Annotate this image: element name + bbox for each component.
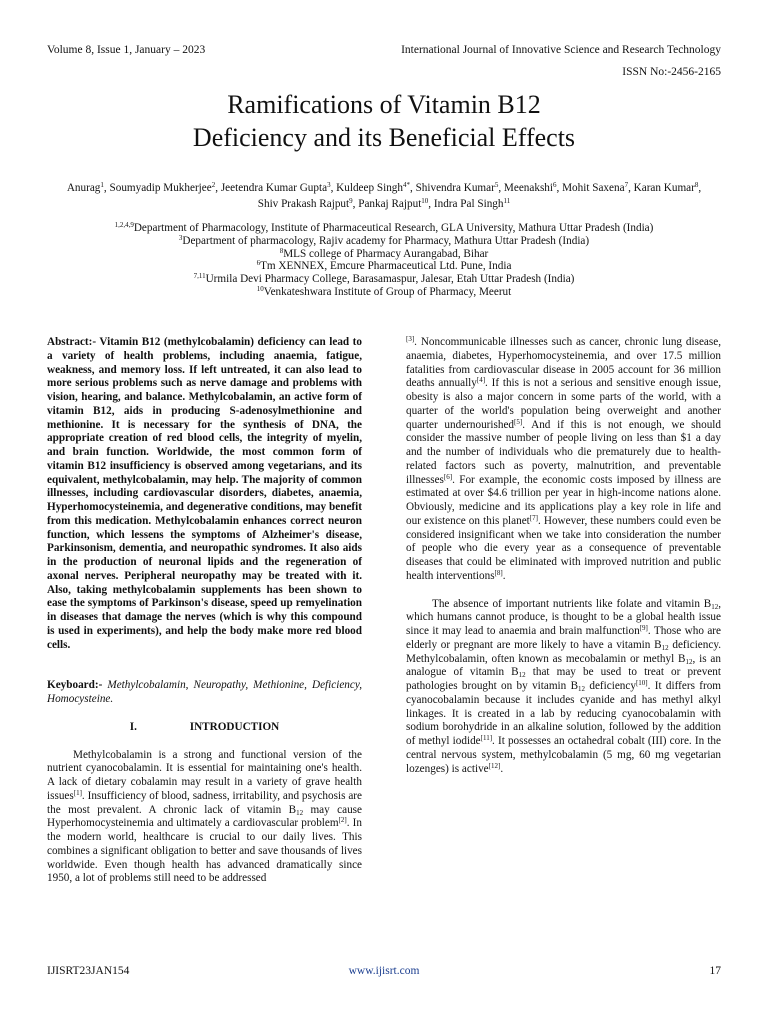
title-line-1: Ramifications of Vitamin B12 <box>227 90 541 119</box>
paper-id: IJISRT23JAN154 <box>47 965 130 977</box>
affiliation: $^{7,11}$Urmila Devi Pharmacy College, Barasamaspur, Jalesar, Etah Uttar Pradesh (India) <box>193 272 575 286</box>
author: Indra Pal Singh$^{11}$ <box>433 196 511 210</box>
page-number: 17 <box>709 965 721 977</box>
affiliation: $^3$Department of pharmacology, Rajiv academy for Pharmacy, Mathura Uttar Pradesh (India) <box>178 233 590 247</box>
abstract: Abstract:- Vitamin B12 (methylcobalamin) deficiency can lead to a variety of health problems, including anaemia, fatigue, weakness, and memory loss. If left untreated, it can also lead to more serious problems such as nerve damage and problems with vision, hearing, and balance. Methylcobalamin, an active form of vitamin B12, aids in producing S-adenosylmethionine and methionine. It is necessary for the synthesis of DNA, the appropriate creation of red blood cells, the integrity of myelin, and brain function. Worldwide, the most common form of vitamin B12 insufficiency is observed among vegetarians, and its equivalent, methylcobalamin, may help. The majority of common illnesses, including cardiovascular disorders, diabetes, anaemia, Hyperhomocysteinemia, and degenerative conditions, may benefit from this medication. Methylcobalamin enhances correct neuron function, which lessens the symptoms of Alzheimer's disease, Parkinsonism, dementia, and neuropathic syndromes. It also aids in the production of neuronal lipids and the regeneration of axonal nerves. Peripheral neuropathy may be treated with it. Also, taking methylcobalamin supplements has been shown to ease the symptoms of Parkinson's disease, speed up remyelination in diseases that damage the nerves (which is why this compound is used in experiments), and help the body make more red blood cells. <box>47 336 362 651</box>
affiliation: $^8$MLS college of Pharmacy Aurangabad, Bihar <box>279 246 489 260</box>
website-link[interactable]: www.ijisrt.com <box>348 965 420 977</box>
author: Soumyadip Mukherjee$^2$ <box>109 181 216 194</box>
author: Shiv Prakash Rajput$^9$ <box>257 196 353 210</box>
author: Meenakshi$^6$ <box>503 181 557 194</box>
title-line-2: Deficiency and its Beneficial Effects <box>192 123 576 152</box>
paper-title <box>0 88 768 154</box>
affiliation: $^6$Tm XENNEX, Emcure Pharmaceutical Ltd. Pune, India <box>256 259 512 273</box>
author: Shivendra Kumar$^5$ <box>415 181 499 194</box>
affiliation: $^{10}$Venkateshwara Institute of Group of Pharmacy, Meerut <box>256 284 512 298</box>
volume-info: Volume 8, Issue 1, January – 2023 <box>47 44 206 56</box>
affiliation-list <box>40 222 728 299</box>
author-list: Anurag$^1$, Soumyadip Mukherjee$^2$, Jeetendra Kumar Gupta$^3$, Kuldeep Singh$^{4*}$, Shivendra Kumar$^5$, Meenakshi$^6$, Mohit Saxena$^7$, Karan Kumar$^8$, Shiv Prakash Rajput$^9$, Pankaj Rajput$^{10}$, Indra Pal Singh$^{11}$ <box>66 181 702 210</box>
author: Anurag$^1$ <box>66 181 104 194</box>
affiliation: $^{1,2,4,9}$Department of Pharmacology, Institute of Pharmaceutical Research, GLA University, Mathura Uttar Pradesh (India) <box>114 221 654 234</box>
right-column <box>406 336 721 776</box>
author: Pankaj Rajput$^{10}$ <box>358 196 429 210</box>
keywords: Keyboard:- Methylcobalamin, Neuropathy, Methionine, Deficiency, Homocysteine. <box>47 679 362 705</box>
left-column <box>47 336 362 886</box>
intro-paragraph-2: The absence of important nutrients like folate and vitamin $B_{12}$, which humans cannot produce, is thought to be a global health issue since it may lead to anaemia and brain malfunction[9]. Those who are elderly or pregnant are more likely to have a vitamin $B_{12}$ deficiency. Methylcobalamin, often known as mecobalamin or methyl $B_{12}$, is an analogue of vitamin $B_{12}$ that may be used to treat or prevent pathologies brought on by vitamin $B_{12}$ deficiency[10]. It differs from cyanocobalamin because it includes cyanide and has methyl alkyl linkages. It is created in a lab by reducing cyanocobalamin with sodium borohydride in an alkaline solution, followed by the addition of methyl iodide[11]. It possesses an octahedral cobalt (III) core. In the central nervous system, methylcobalamin (5 mg, 60 mg vegetarian lozenges) is active[12]. <box>406 597 722 775</box>
author: Karan Kumar$^8$ <box>633 181 699 194</box>
intro-paragraph-1-cont: [3]. Noncommunicable illnesses such as cancer, chronic lung disease, anaemia, diabetes, Hyperhomocysteinemia, and over 17.5 million fatalities from cardiovascular disease in 2005 account for 36 million deaths annually[4]. If this is not a serious and sensitive enough issue, obesity is also a major concern in some parts of the world, with a quarter of the world's population being overweight and another quarter undernourished[5]. And if this is not enough, we should consider the massive number of people living on less than $1 a day and the number of individuals who die prematurely due to health-related factors such as poverty, malnutrition, and preventable illnesses[6]. For example, the economic costs imposed by illness are estimated at over $4.6 trillion per year in high-income nations alone. Obviously, medicine and its applications play a key role in life and our existence on this planet[7]. However, these numbers could even be considered insignificant when we take into consideration the number of people who die every year as a consequence of preventable diseases that could be eliminated with improved nutrition and public health interventions[8]. <box>406 335 721 582</box>
issn: ISSN No:-2456-2165 <box>622 66 721 78</box>
author: Kuldeep Singh$^{4*}$ <box>336 181 410 194</box>
author: Mohit Saxena$^7$ <box>562 181 629 194</box>
section-heading: I. INTRODUCTION <box>129 720 280 733</box>
intro-paragraph-1: Methylcobalamin is a strong and functional version of the nutrient cyanocobalamin. It is essential for maintaining one's health. A lack of dietary cobalamin may result in a variety of grave health issues[1]. Insufficiency of blood, sadness, irritability, and psychosis are the most prevalent. A chronic lack of vitamin $B_{12}$ may cause Hyperhomocysteinemia and ultimately a cardiovascular problem[2]. In the modern world, healthcare is crucial to our daily lives. This combines a significant obligation to better and save thousands of lives worldwide. Even though health has advanced dramatically since 1950, a lot of problems still need to be addressed <box>47 748 362 885</box>
author: Jeetendra Kumar Gupta$^3$ <box>220 181 331 194</box>
journal-name: International Journal of Innovative Science and Research Technology <box>401 44 721 56</box>
